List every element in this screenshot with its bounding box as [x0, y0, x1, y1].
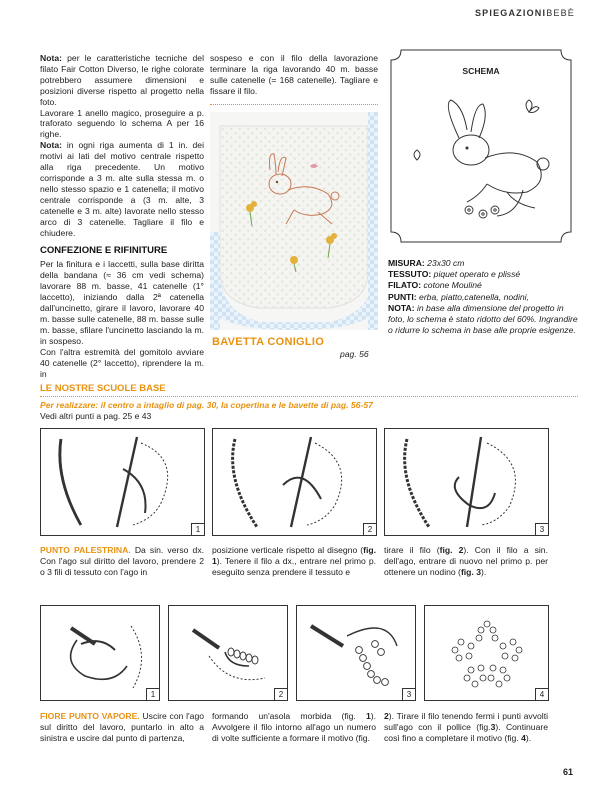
- scuole-title: LE NOSTRE SCUOLE BASE: [40, 383, 578, 397]
- bib-photo: [210, 112, 378, 330]
- vapore-figure-3: [296, 605, 416, 701]
- instructions-column: [40, 53, 204, 379]
- scuole-subtitle: Per realizzare: il centro a intaglio di pag. 30, la copertina e le bavette di pag. 56-57: [40, 400, 373, 410]
- spec-nota: NOTA: in base alla dimensione del progetto in foto, lo schema è stato ridotto del 60%. Ingrandire o ridurre lo schema in base alle proprie esigenze.: [388, 302, 578, 336]
- spec-punti: PUNTI: erba, piatto,catenella, nodini,: [388, 291, 529, 302]
- figure-number: 2: [363, 523, 376, 535]
- vapore-figure-2: [168, 605, 288, 701]
- section-header: SPIEGAZIONIBEBÈ: [474, 8, 575, 18]
- figure-number: 1: [191, 523, 204, 535]
- palestrina-text-3: tirare il filo (fig. 2). Con il filo a sin. dell'ago, entrare di nuovo nel primo p. per ottenere un nodino (fig. 3).: [384, 545, 548, 578]
- palestrina-figure-2: [212, 428, 377, 536]
- photo-caption: BAVETTA CONIGLIO: [212, 336, 325, 348]
- figure-number: 2: [274, 688, 287, 700]
- divider: [210, 104, 378, 105]
- scuole-subtitle-2: Vedi altri punti a pag. 25 e 43: [40, 411, 152, 421]
- schema-title: SCHEMA: [462, 66, 500, 76]
- note-2: Nota: in ogni riga aumenta di 1 in. dei motivi ai lati del motivo centrale rispetto alla riga precedente. Un motivo corrisponde a 3 m. alte sulla stessa m. o nello stesso spazio e 1 catenella; il motivo centrale corrisponde a (3 m. alte, 3 catenelle e 3 m. alte) lavorate nello stesso arco di 3 catenelle. Tagliare il filo e chiudere.: [40, 140, 204, 238]
- palestrina-figure-1: [40, 428, 205, 536]
- vapore-figure-4: [424, 605, 549, 701]
- instructions-column-2: [210, 53, 378, 97]
- section-title-confezione: CONFEZIONE E RIFINITURE: [40, 245, 168, 257]
- vapore-text-2: formando un'asola morbida (fig. 1). Avvolgere il filo intorno all'ago un numero di volte sufficiente a formare il motivo (fig.: [212, 711, 376, 744]
- spec-filato: FILATO: cotone Mouliné: [388, 280, 482, 291]
- spec-misura: MISURA: 23x30 cm: [388, 258, 465, 268]
- schema-box: [387, 46, 575, 246]
- spec-tessuto: TESSUTO: piquet operato e plissé: [388, 269, 521, 280]
- vapore-figure-1: [40, 605, 160, 701]
- paragraph-cont: sospeso e con il filo della lavorazione terminare la riga lavorando 40 m. basse sulle catenelle (= 168 catenelle). Tagliare e fissare il filo.: [210, 53, 378, 96]
- figure-number: 4: [535, 688, 548, 700]
- page-number: 61: [562, 766, 573, 777]
- palestrina-figure-3: [384, 428, 549, 536]
- figure-number: 3: [402, 688, 415, 700]
- vapore-text-1: FIORE PUNTO VAPORE. Uscire con l'ago sul diritto del lavoro, puntarlo in alto a sinistra e uscire dal punto di partenza,: [40, 711, 205, 744]
- paragraph-3: Per la finitura e i laccetti, sulla base diritta della bandana (≈ 36 cm vedi schema) lavorare 88 m. basse, 41 catenelle (1° laccetto), iniziando dalla 2ª catenella dall'uncinetto, girare il lavoro, lavorare 40 m. basse sulle catenelle, 88 m. basse sulle m. basse, sfilare l'uncinetto lasciando la m. in sospeso.: [40, 259, 204, 346]
- intro-note: Nota: per le caratteristiche tecniche del filato Fair Cotton Diverso, le righe colorate potrebbero assumere dimensioni e posizioni diverse rispetto al progetto nella foto.: [40, 53, 204, 107]
- vapore-text-3: 2). Tirare il filo tenendo fermi i punti avvolti sull'ago con il pollice (fig.3). Continuare così fino a completare il motivo (fig. 4).: [384, 711, 548, 744]
- page-reference: pag. 56: [340, 349, 369, 359]
- specs-block: [388, 258, 578, 336]
- figure-number: 1: [146, 688, 159, 700]
- palestrina-text-2: posizione verticale rispetto al disegno (fig. 1). Tenere il filo a dx., entrare nel primo p. eseguito senza prendere il tessuto e: [212, 545, 376, 578]
- paragraph-4: Con l'altra estremità del gomitolo avviare 40 catenelle (2° laccetto), riprendere la m. in: [40, 346, 204, 379]
- figure-number: 3: [535, 523, 548, 535]
- paragraph-2: Lavorare 1 anello magico, proseguire a p. traforato seguendo lo schema A per 16 righe.: [40, 107, 204, 140]
- palestrina-text-1: PUNTO PALESTRINA. Da sin. verso dx. Con l'ago sul diritto del lavoro, prendere 2 o 3 fili di tessuto con l'ago in: [40, 545, 205, 578]
